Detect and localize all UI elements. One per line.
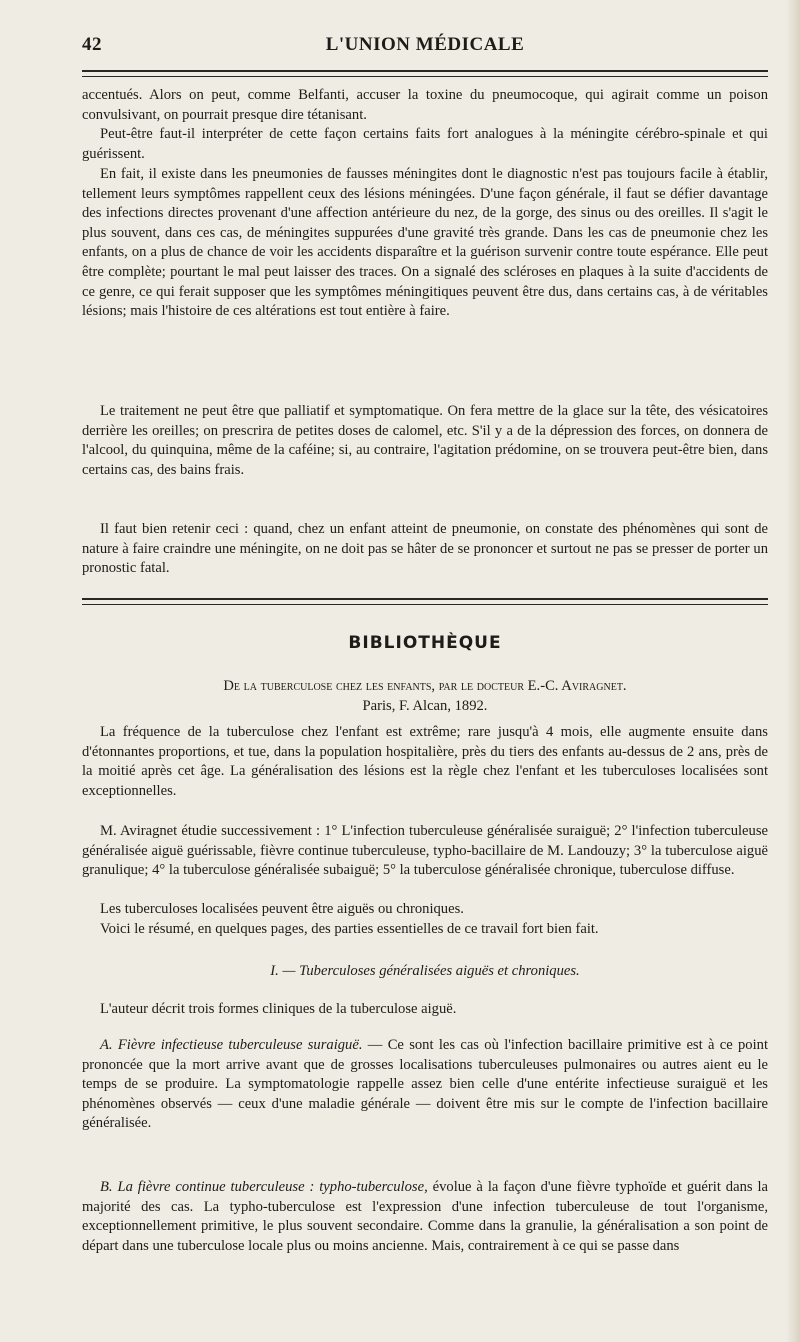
paragraph-4: Le traitement ne peut être que palliatif et symptomatique. On fera mettre de la glace sur la tête, des vésicatoires derrière les oreilles; on prescrira de petites doses de calomel, etc. S'il y a de la dépression des forces, on donnera de l'alcool, du quinquina, même de la caféine; si, au contraire, l'agitation prédomine, on se trouvera peut-être bien, dans certains cas, des bains frais.: [82, 403, 768, 478]
paragraph-b-text: évolue à la façon d'une fièvre typhoïde et guérit dans la majorité des cas. La typho-tuberculose est l'expression d'une infection tuberculeuse de tout l'organisme, exceptionnellement primitive, le plus souvent secondaire. Comme dans la granulie, la généralisation a son point de départ dans une tuberculose locale plus ou moins ancienne. Mais, contrairement à ce qui se passe dans: [82, 1179, 768, 1254]
book-reference-title: De la tuberculose chez les enfants, par le docteur E.-C. Aviragnet.: [223, 678, 627, 694]
page-edge-shadow: [786, 0, 800, 1342]
book-reference-publisher: Paris, F. Alcan, 1892.: [362, 698, 488, 714]
subsection-title-text: I. — Tuberculoses généralisées aiguës et chroniques.: [270, 963, 580, 979]
section-rule: [82, 598, 768, 605]
paragraph-a-text: — Ce sont les cas où l'infection bacillaire primitive est à ce point prononcée que la mort arrive avant que de grosses localisations tuberculeuses pulmonaires ou autres aient eu le temps de se produire. La symptomatologie rappelle assez bien celle d'une entérite infectieuse suraiguë et les phénomènes observés — ceux d'une maladie générale — doivent être mis sur le compte de l'infection bacillaire généralisée.: [82, 1037, 768, 1132]
section-title: BIBLIOTHÈQUE: [348, 633, 502, 653]
paragraph-10: L'auteur décrit trois formes cliniques de la tuberculose aiguë.: [100, 1001, 457, 1017]
paragraph-9: Voici le résumé, en quelques pages, des parties essentielles de ce travail fort bien fait.: [100, 921, 599, 937]
journal-page: [82, 0, 768, 1342]
paragraph-a-label: A. Fièvre infectieuse tuberculeuse suraiguë.: [100, 1037, 363, 1053]
paragraph-3: En fait, il existe dans les pneumonies de fausses méningites dont le diagnostic n'est pas toujours facile à établir, tellement leurs symptômes rappellent ceux des lésions méningées. D'une façon générale, il faut se défier davantage des infections directes provenant d'une affection antérieure du nez, de la gorge, des sinus ou des oreilles. Il s'agit le plus souvent, dans ces cas, de méningites suppurées d'une gravité très grande. Dans les cas de pneumonie chez les enfants, on a plus de chance de voir les accidents disparaître et la guérison survenir contre toute espérance. Elle peut être complète; pourtant le mal peut laisser des traces. On a signalé des scléroses en plaques à la suite d'accidents de ce genre, ce qui ferait supposer que les symptômes méningitiques peuvent être dus, dans certains cas, à de véritables lésions; mais l'histoire de ces altérations est tout entière à faire.: [82, 166, 768, 320]
paragraph-5: Il faut bien retenir ceci : quand, chez un enfant atteint de pneumonie, on constate des phénomènes qui sont de nature à faire craindre une méningite, on ne doit pas se hâter de se prononcer et surtout ne pas se presser de porter un pronostic fatal.: [82, 521, 768, 577]
paragraph-2: Peut-être faut-il interpréter de cette façon certains faits fort analogues à la méningite cérébro-spinale et qui guérissent.: [82, 126, 768, 162]
paragraph-b-label: B. La fièvre continue tuberculeuse : typho-tuberculose,: [100, 1179, 428, 1195]
paragraph-7: M. Aviragnet étudie successivement : 1° L'infection tuberculeuse généralisée suraiguë; 2° l'infection tuberculeuse généralisée aiguë guérissable, fièvre continue tuberculeuse, typho-bacillaire de M. Landouzy; 3° la tuberculose aiguë granulique; 4° la tuberculose généralisée subaiguë; 5° la tuberculose généralisée chronique, tuberculose diffuse.: [82, 823, 768, 879]
paragraph-6: La fréquence de la tuberculose chez l'enfant est extrême; rare jusqu'à 4 mois, elle augmente ensuite dans d'étonnantes proportions, et tue, dans la population hospitalière, près du tiers des enfants au-dessus de 2 ans, près de la moitié après cet âge. La généralisation des lésions est la règle chez l'enfant et les tuberculoses localisées sont exceptionnelles.: [82, 724, 768, 799]
journal-title: L'UNION MÉDICALE: [325, 34, 525, 55]
page-number: 42: [82, 34, 102, 55]
subsection-title: [82, 962, 768, 982]
paragraph-8: Les tuberculoses localisées peuvent être aiguës ou chroniques.: [100, 901, 464, 917]
running-header: [82, 34, 768, 64]
paragraph-1: accentués. Alors on peut, comme Belfanti, accuser la toxine du pneumocoque, qui agirait comme un poison convulsivant, on pourrait presque dire tétanisant.: [82, 87, 768, 123]
header-rule: [82, 70, 768, 77]
paragraph-a: [82, 1036, 768, 1134]
paragraph-b: [82, 1178, 768, 1256]
